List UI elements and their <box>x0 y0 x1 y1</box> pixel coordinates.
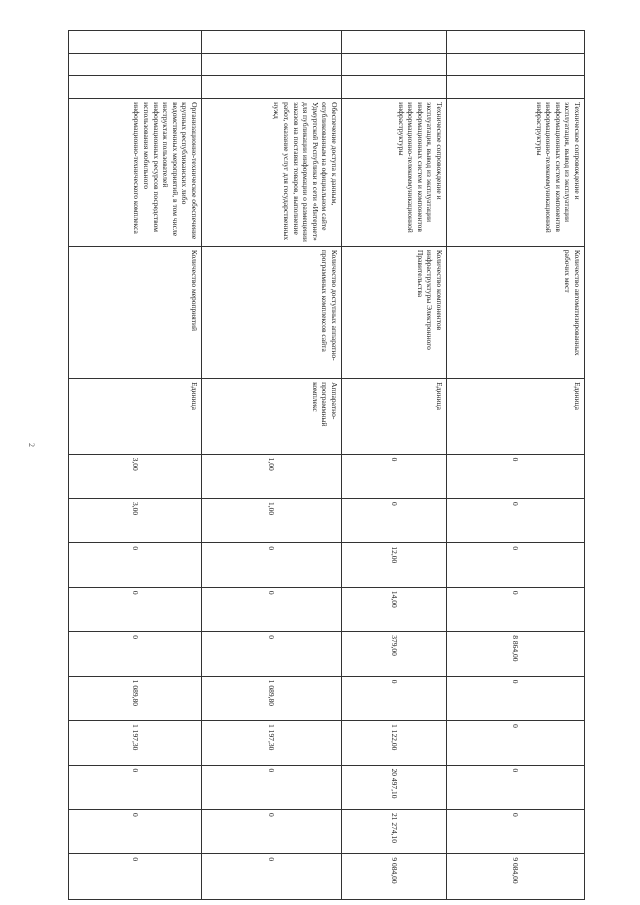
blank-cell <box>342 31 447 54</box>
blank-cell <box>69 31 202 54</box>
value-cell: 379,00 <box>342 632 447 676</box>
value-cell: 1 197,30 <box>69 721 202 765</box>
value-cell: 3,00 <box>69 454 202 498</box>
table-row <box>447 31 585 900</box>
value-cell: 0 <box>447 543 585 587</box>
value-cell: 0 <box>202 587 342 631</box>
value-cell: 1 089,80 <box>202 676 342 720</box>
value-cell: 0 <box>447 499 585 543</box>
value-cell: 1 089,80 <box>69 676 202 720</box>
activity-cell: Обеспечение доступа к данным, опубликованным на официальном сайте Удмуртской Республики в сети «Интернет» для публикации информации о размещении заказов на поставки товаров, выполнение работ, оказание услуг для государственных нужд <box>202 99 342 247</box>
blank-cell <box>342 76 447 99</box>
indicator-cell: Количество компонентов инфраструктуры Электронного Правительства <box>342 246 447 378</box>
indicator-cell: Количество автоматизированных рабочих мест <box>447 246 585 378</box>
budget-indicator-table <box>68 30 585 900</box>
value-cell: 0 <box>342 676 447 720</box>
value-cell: 0 <box>202 854 342 900</box>
unit-cell: Единица <box>447 379 585 454</box>
value-cell: 21 274,10 <box>342 809 447 853</box>
value-cell: 0 <box>69 543 202 587</box>
value-cell: 12,00 <box>342 543 447 587</box>
blank-cell <box>342 53 447 76</box>
value-cell: 0 <box>447 587 585 631</box>
table-row <box>202 31 342 900</box>
value-cell: 14,00 <box>342 587 447 631</box>
activity-cell: Организационно-техническое обеспечение крупных республиканских либо ведомственных мероприятий, в том числе инструктаж пользователей информационных ресурсов посредством использования мобильного информационно-технического комплекса <box>69 99 202 247</box>
value-cell: 20 497,10 <box>342 765 447 809</box>
activity-cell: Техническое сопровождение и эксплуатация, вывод из эксплуатации информационных систем и компонентов информационно-телекоммуникационной инфраструктуры <box>447 99 585 247</box>
value-cell: 3,00 <box>69 499 202 543</box>
value-cell: 0 <box>202 765 342 809</box>
blank-cell <box>69 53 202 76</box>
value-cell: 9 084,00 <box>342 854 447 900</box>
indicator-cell: Количество мероприятий <box>69 246 202 378</box>
value-cell: 0 <box>202 543 342 587</box>
blank-cell <box>447 53 585 76</box>
value-cell: 1 122,00 <box>342 721 447 765</box>
value-cell: 1,00 <box>202 499 342 543</box>
table-row <box>342 31 447 900</box>
unit-cell: Аппаратно-программный комплекс <box>202 379 342 454</box>
indicator-cell: Количество доступных аппаратно-программных комплексов сайта <box>202 246 342 378</box>
value-cell: 0 <box>69 632 202 676</box>
blank-cell <box>202 31 342 54</box>
value-cell: 0 <box>202 809 342 853</box>
value-cell: 8 864,00 <box>447 632 585 676</box>
value-cell: 0 <box>447 809 585 853</box>
value-cell: 0 <box>447 765 585 809</box>
page-number: 2 <box>27 443 36 447</box>
value-cell: 0 <box>342 454 447 498</box>
blank-cell <box>202 76 342 99</box>
activity-cell: Техническое сопровождение и эксплуатация, вывод из эксплуатации информационных систем и компонентов информационно-телекоммуникационной инфраструктуры <box>342 99 447 247</box>
value-cell: 1 197,30 <box>202 721 342 765</box>
unit-cell: Единица <box>342 379 447 454</box>
blank-cell <box>69 76 202 99</box>
value-cell: 0 <box>69 587 202 631</box>
value-cell: 9 084,00 <box>447 854 585 900</box>
value-cell: 0 <box>69 809 202 853</box>
value-cell: 0 <box>202 632 342 676</box>
value-cell: 0 <box>69 854 202 900</box>
blank-cell <box>447 76 585 99</box>
table-row <box>69 31 202 900</box>
unit-cell: Единица <box>69 379 202 454</box>
value-cell: 0 <box>342 499 447 543</box>
blank-cell <box>447 31 585 54</box>
rotated-table-container <box>69 30 585 900</box>
value-cell: 0 <box>69 765 202 809</box>
value-cell: 1,00 <box>202 454 342 498</box>
value-cell: 0 <box>447 721 585 765</box>
blank-cell <box>202 53 342 76</box>
value-cell: 0 <box>447 454 585 498</box>
value-cell: 0 <box>447 676 585 720</box>
